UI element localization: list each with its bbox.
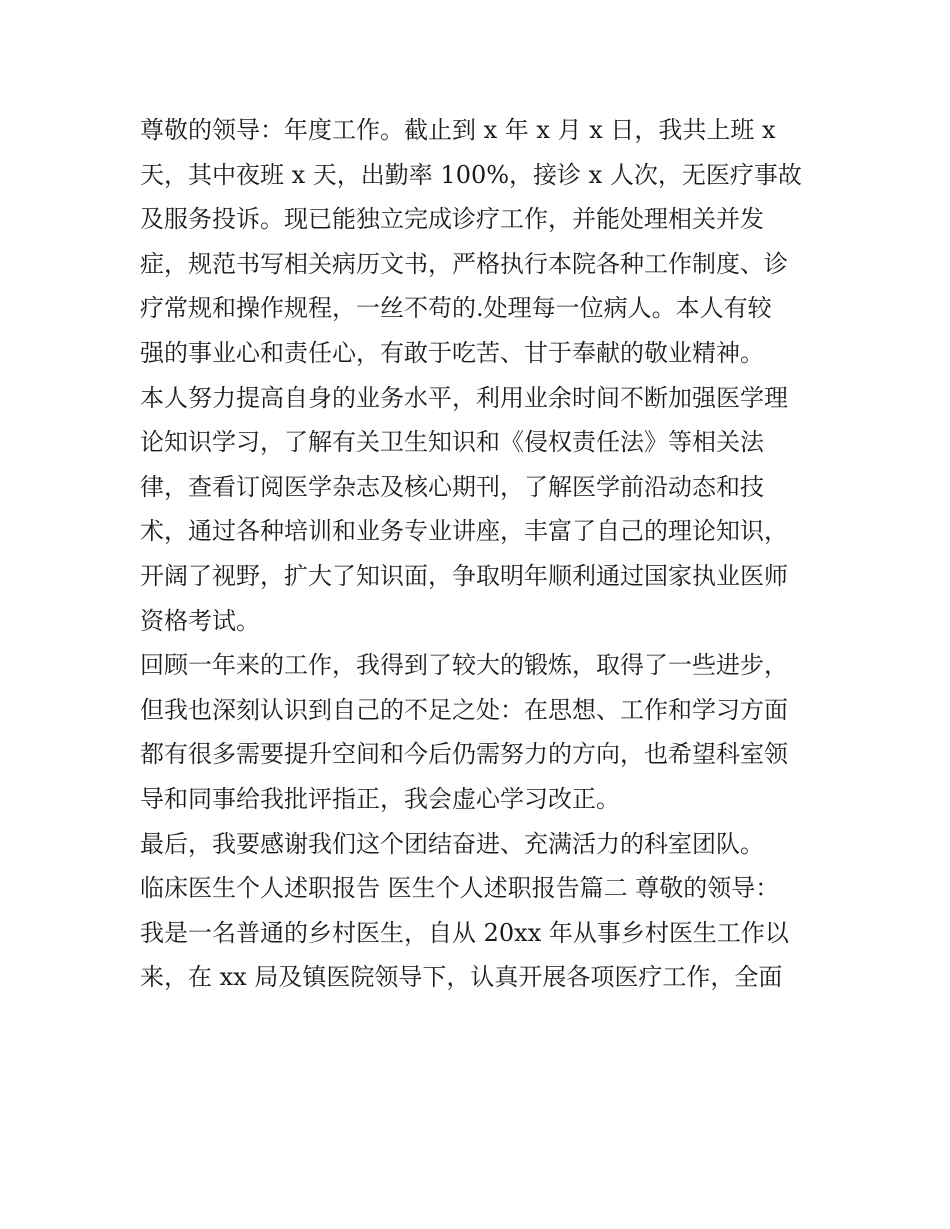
text-line: 术，通过各种培训和业务专业讲座，丰富了自己的理论知识，: [140, 517, 788, 546]
text-line: 最后，我要感谢我们这个团结奋进、充满活力的科室团队。: [140, 829, 764, 858]
text-line: 但我也深刻认识到自己的不足之处：在思想、工作和学习方面: [140, 695, 788, 724]
text-line: 天，其中夜班 x 天，出勤率 100%，接诊 x 人次，无医疗事故: [140, 160, 802, 189]
text-line: 本人努力提高自身的业务水平，利用业余时间不断加强医学理: [140, 383, 788, 412]
text-line: 律，查看订阅医学杂志及核心期刊，了解医学前沿动态和技: [140, 472, 764, 501]
text-line: 我是一名普通的乡村医生，自从 20xx 年从事乡村医生工作以: [140, 918, 789, 947]
text-line: 及服务投诉。现已能独立完成诊疗工作，并能处理相关并发: [140, 205, 764, 234]
document-body: [140, 108, 820, 1000]
text-line: 开阔了视野，扩大了知识面，争取明年顺利通过国家执业医师: [140, 561, 788, 590]
text-line: 来，在 xx 局及镇医院领导下，认真开展各项医疗工作，全面: [140, 963, 783, 992]
text-line: 症，规范书写相关病历文书，严格执行本院各种工作制度、诊: [140, 249, 788, 278]
text-line: 尊敬的领导：年度工作。截止到 x 年 x 月 x 日，我共上班 x: [140, 116, 776, 144]
text-line: 疗常规和操作规程，一丝不苟的.处理每一位病人。本人有较: [140, 294, 772, 323]
text-line: 论知识学习，了解有关卫生知识和《侵权责任法》等相关法: [140, 428, 764, 457]
text-line: 都有很多需要提升空间和今后仍需努力的方向，也希望科室领: [140, 740, 788, 769]
text-line: 回顾一年来的工作，我得到了较大的锻炼，取得了一些进步，: [140, 651, 788, 680]
text-line: 临床医生个人述职报告 医生个人述职报告篇二 尊敬的领导：: [140, 874, 780, 903]
text-line: 导和同事给我批评指正，我会虚心学习改正。: [140, 784, 620, 813]
text-line: 资格考试。: [140, 606, 260, 635]
text-line: 强的事业心和责任心，有敢于吃苦、甘于奉献的敬业精神。: [140, 338, 764, 367]
